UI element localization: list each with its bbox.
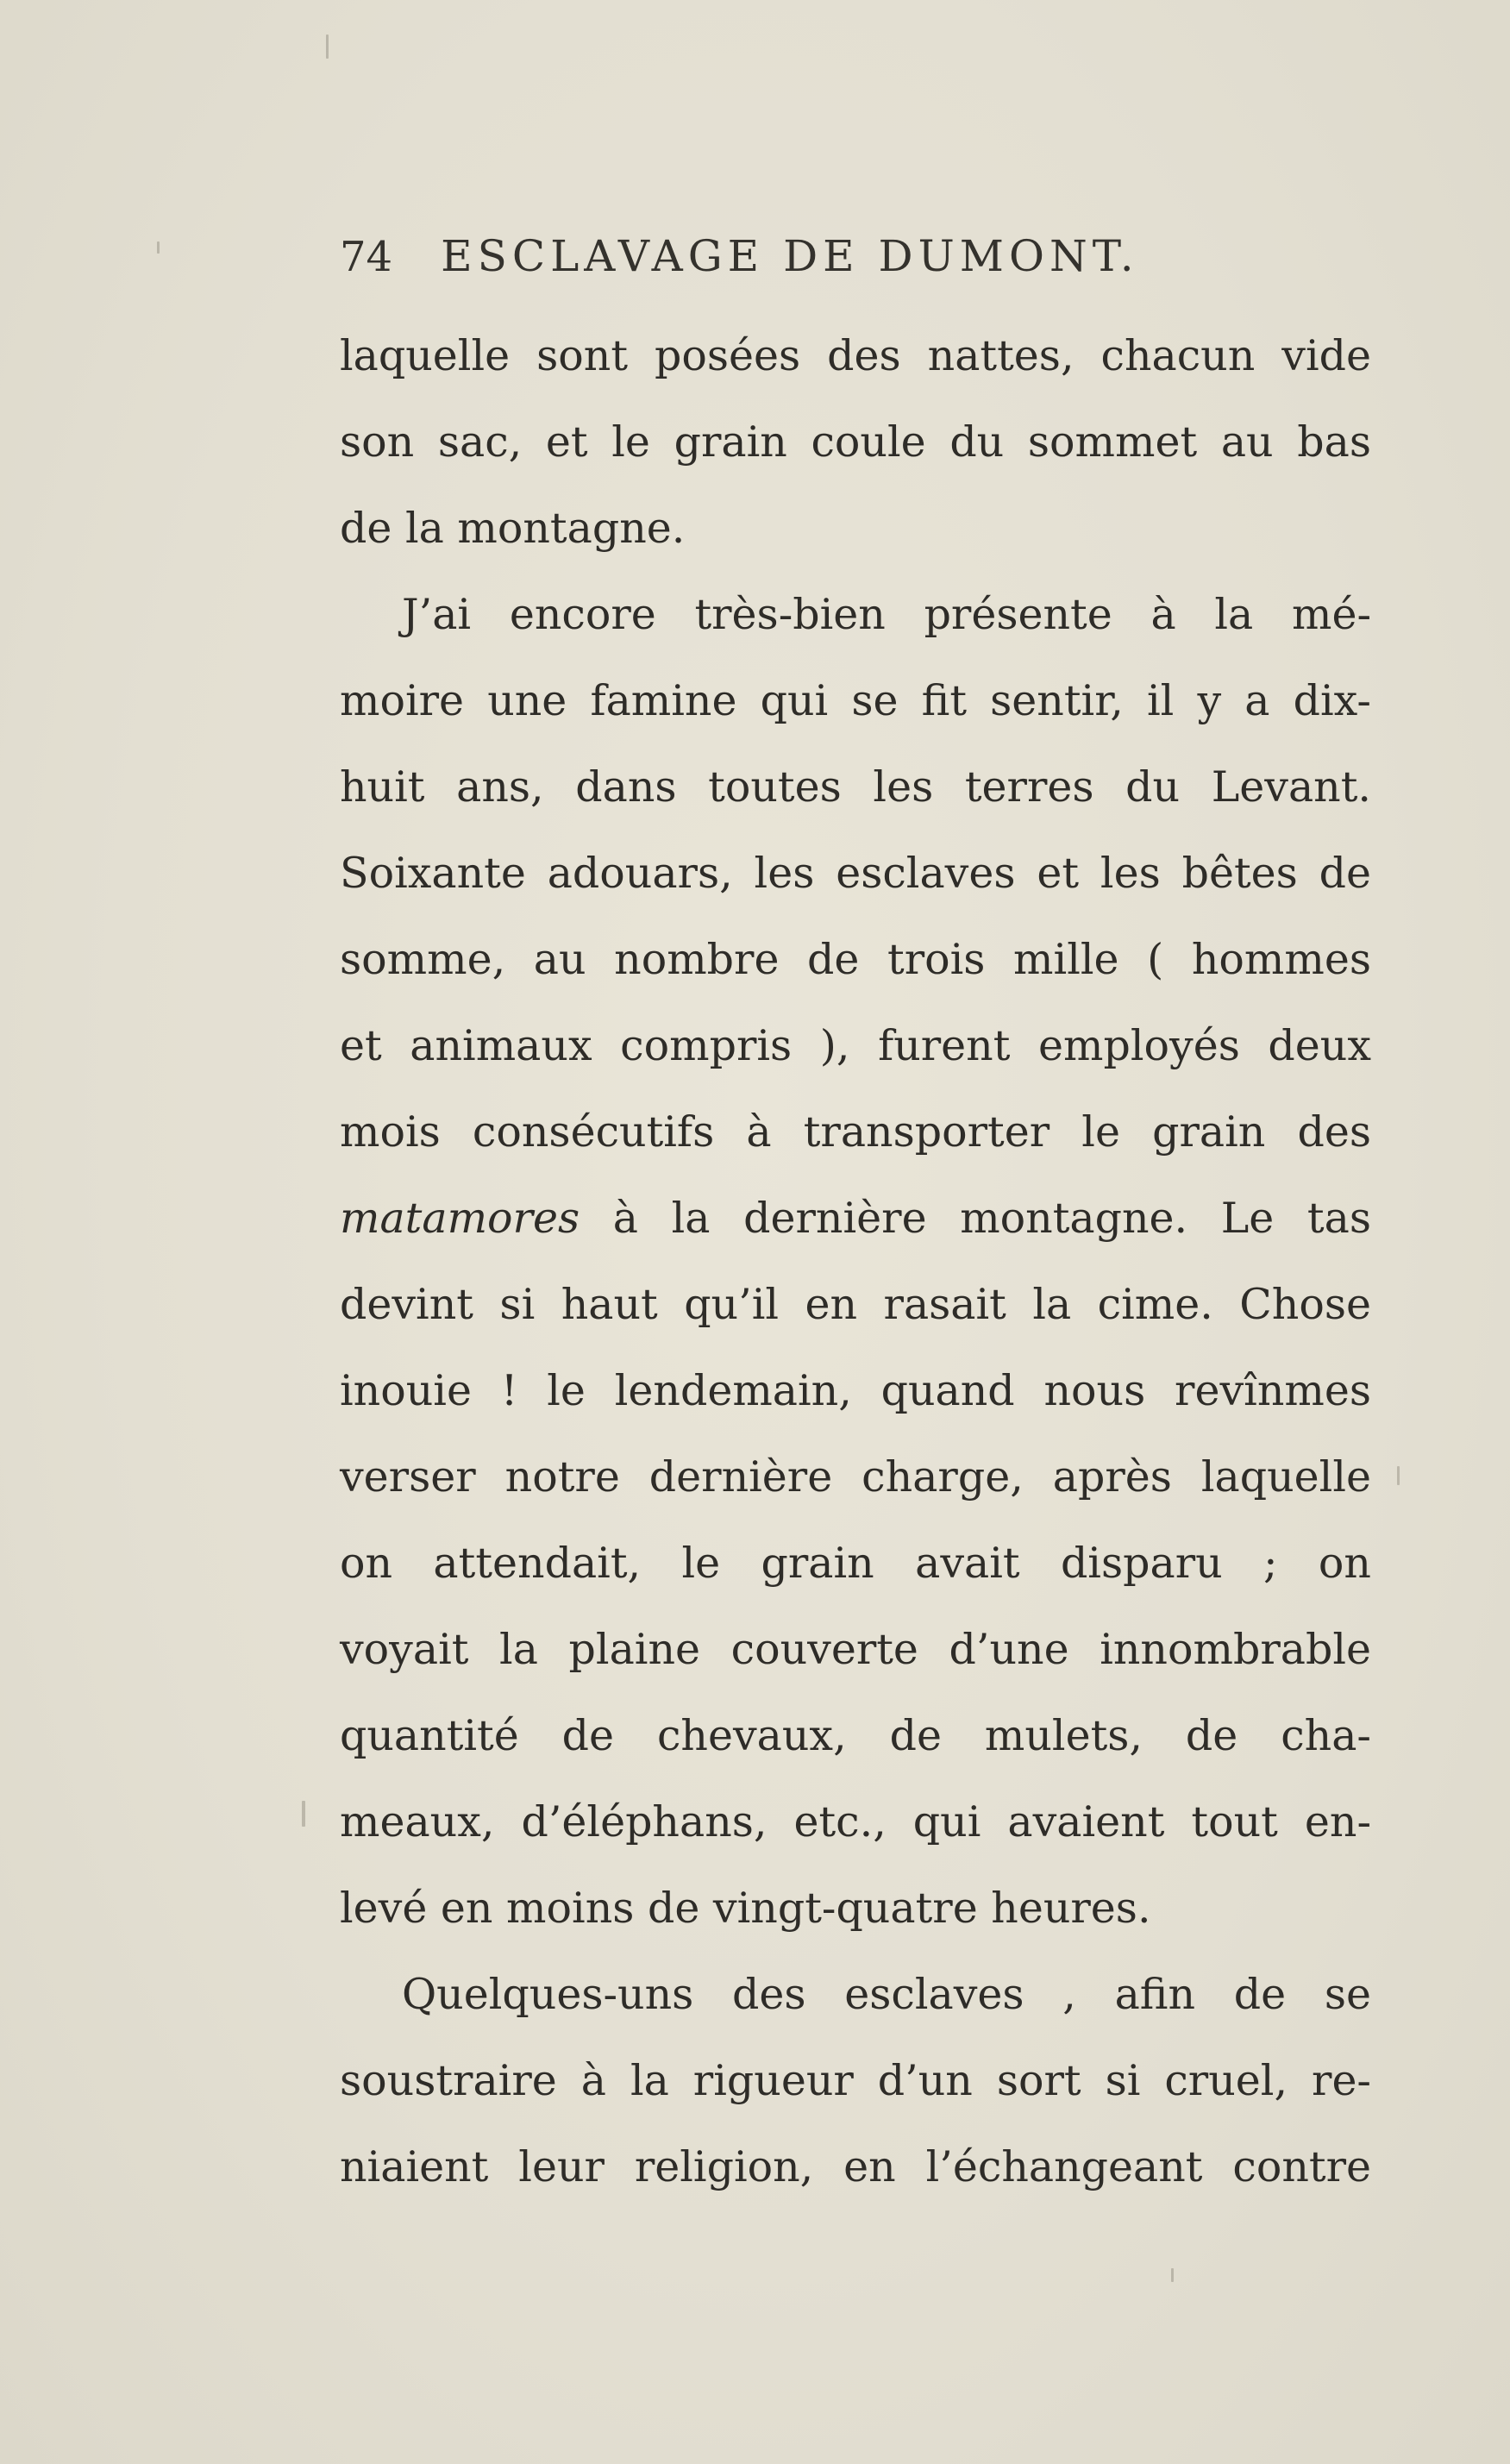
paragraph-first-line: Quelques-uns des esclaves , afin de se — [402, 1970, 1371, 2019]
text-line: moire une famine qui se fit sentir, il y a dix- — [340, 676, 1371, 725]
text-line: laquelle sont posées des nattes, chacun vide — [340, 331, 1371, 380]
page-speck — [1397, 1466, 1400, 1485]
page-number: 74 — [340, 233, 393, 281]
paragraph-first-line: J’ai encore très-bien présente à la mé- — [402, 590, 1371, 639]
text-line: de la montagne. — [340, 504, 686, 553]
text-line: verser notre dernière charge, après laquelle — [340, 1452, 1371, 1502]
text-line: on attendait, le grain avait disparu ; on — [340, 1539, 1371, 1588]
text-line: niaient leur religion, en l’échangeant contre — [340, 2142, 1371, 2191]
text-line: et animaux compris ), furent employés deux — [340, 1021, 1371, 1070]
page-speck — [326, 34, 329, 59]
running-head: ESCLAVAGE DE DUMONT. — [441, 231, 1139, 281]
text-line: soustraire à la rigueur d’un sort si cruel, re- — [340, 2056, 1371, 2105]
text-line: Soixante adouars, les esclaves et les bêtes de — [340, 849, 1371, 898]
page-header — [340, 226, 1375, 286]
text-line-with-italic — [340, 1188, 1371, 1249]
text-line: devint si haut qu’il en rasait la cime. Chose — [340, 1280, 1371, 1329]
text-line: quantité de chevaux, de mulets, de cha- — [340, 1711, 1371, 1760]
text-line: huit ans, dans toutes les terres du Levant. — [340, 762, 1371, 812]
text-line: voyait la plaine couverte d’une innombrable — [340, 1625, 1371, 1674]
line-remainder: à la dernière montagne. Le tas — [580, 1194, 1371, 1243]
text-line: somme, au nombre de trois mille ( hommes — [340, 935, 1371, 984]
text-line: levé en moins de vingt-quatre heures. — [340, 1884, 1151, 1933]
italic-term: matamores — [340, 1194, 580, 1243]
page-speck — [302, 1801, 305, 1827]
page-speck — [1171, 2268, 1174, 2282]
text-line: son sac, et le grain coule du sommet au bas — [340, 417, 1371, 467]
text-line: meaux, d’éléphans, etc., qui avaient tout en- — [340, 1797, 1371, 1846]
text-line: mois consécutifs à transporter le grain des — [340, 1107, 1371, 1157]
page-speck — [157, 241, 160, 254]
text-line: inouie ! le lendemain, quand nous revînmes — [340, 1366, 1371, 1415]
